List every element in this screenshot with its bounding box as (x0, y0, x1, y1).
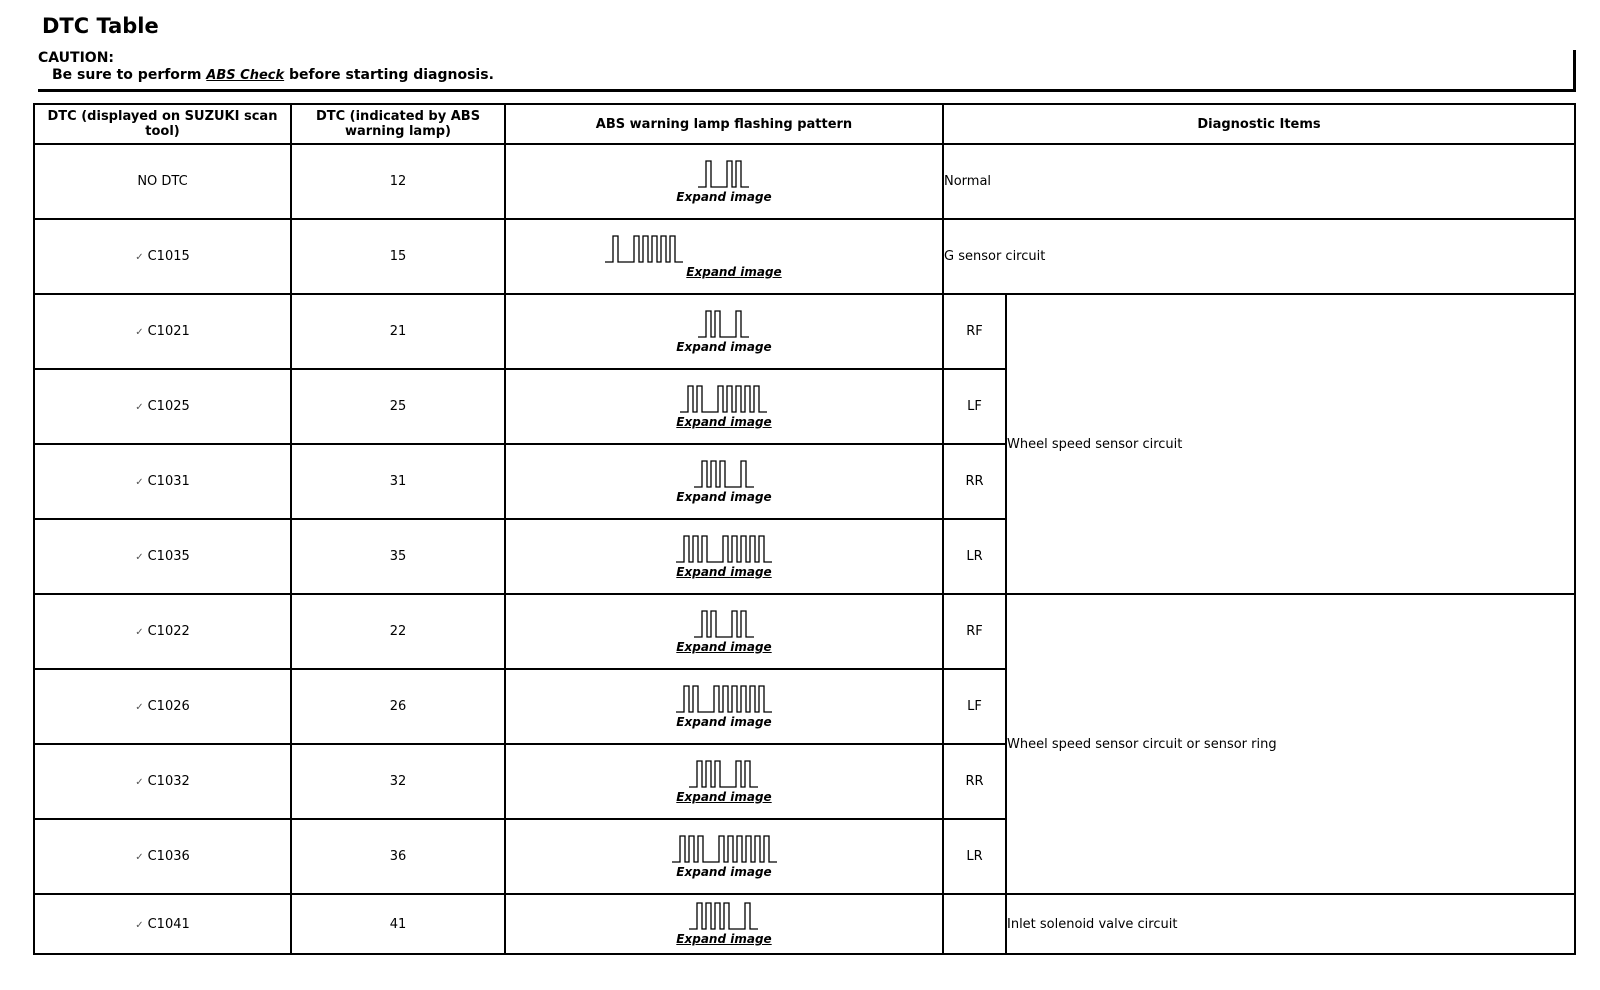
flashing-pattern-diagram (693, 459, 755, 489)
dtc-check-icon: ✓ (135, 852, 143, 863)
wheel-position: LR (943, 819, 1006, 894)
waveform-path (698, 311, 749, 337)
waveform-path (694, 461, 754, 487)
dtc-check-icon: ✓ (135, 919, 143, 931)
abs-check-link[interactable]: ABS Check (206, 68, 285, 83)
expand-image-link[interactable]: Expand image (676, 564, 772, 579)
pattern-cell (505, 519, 943, 594)
table-row (34, 144, 1575, 219)
dtc-check-icon: ✓ (135, 627, 143, 638)
pattern-cell (505, 819, 943, 894)
dtc-code-cell (34, 369, 291, 444)
dtc-lamp-number: 21 (291, 294, 505, 369)
caution-body (38, 67, 1573, 84)
dtc-check-icon: ✓ (135, 777, 143, 788)
dtc-code: C1026 (147, 699, 190, 714)
wheel-position: RR (943, 444, 1006, 519)
caution-text-after: before starting diagnosis. (289, 67, 494, 83)
table-row (34, 594, 1575, 669)
pattern-cell (505, 594, 943, 669)
flashing-pattern-diagram (688, 759, 759, 789)
dtc-code-cell (34, 519, 291, 594)
table-row (34, 294, 1575, 369)
dtc-code: C1021 (147, 324, 190, 339)
dtc-check-icon: ✓ (135, 402, 143, 413)
diagnostic-item: Inlet solenoid valve circuit (1006, 894, 1575, 954)
waveform-path (689, 761, 758, 787)
dtc-lamp-number: 22 (291, 594, 505, 669)
dtc-check-icon: ✓ (135, 702, 143, 713)
waveform-path (689, 903, 758, 929)
wheel-position: LR (943, 519, 1006, 594)
dtc-check-icon: ✓ (135, 477, 143, 488)
wheel-position: RF (943, 294, 1006, 369)
dtc-code: C1041 (147, 916, 190, 932)
flashing-pattern-diagram (604, 234, 684, 264)
dtc-code-cell (34, 894, 291, 954)
header-dtc-scan-tool: DTC (displayed on SUZUKI scan tool) (34, 104, 291, 144)
dtc-code: C1022 (147, 624, 190, 639)
header-dtc-lamp: DTC (indicated by ABS warning lamp) (291, 104, 505, 144)
pattern-cell (505, 294, 943, 369)
expand-image-link[interactable]: Expand image (676, 932, 772, 946)
caution-box (38, 50, 1576, 92)
flashing-pattern-diagram (693, 609, 755, 639)
pattern-cell (505, 369, 943, 444)
flashing-pattern-diagram (688, 901, 759, 931)
pattern-cell (505, 894, 943, 954)
expand-image-link[interactable]: Expand image (676, 489, 772, 504)
diagnostic-item: Normal (943, 144, 1575, 219)
flashing-pattern-diagram (697, 309, 750, 339)
dtc-lamp-number: 26 (291, 669, 505, 744)
table-row (34, 219, 1575, 294)
waveform-path (605, 236, 683, 262)
dtc-lamp-number: 15 (291, 219, 505, 294)
pattern-cell (505, 669, 943, 744)
waveform-path (694, 611, 754, 637)
dtc-check-icon: ✓ (135, 327, 143, 338)
expand-image-link[interactable]: Expand image (676, 714, 772, 729)
wheel-position: RF (943, 594, 1006, 669)
dtc-check-icon: ✓ (135, 252, 143, 263)
expand-image-link[interactable]: Expand image (676, 189, 772, 204)
dtc-code: C1032 (147, 774, 190, 789)
table-row (34, 894, 1575, 954)
expand-image-link[interactable]: Expand image (676, 639, 772, 654)
wheel-position: RR (943, 744, 1006, 819)
caution-title: CAUTION: (38, 50, 115, 66)
expand-image-link[interactable]: Expand image (676, 789, 772, 804)
dtc-code: NO DTC (137, 174, 188, 189)
dtc-lamp-number: 25 (291, 369, 505, 444)
wheel-position (943, 894, 1006, 954)
dtc-lamp-number: 41 (291, 894, 505, 954)
dtc-lamp-number: 36 (291, 819, 505, 894)
expand-image-link[interactable]: Expand image (686, 264, 782, 279)
wheel-position: LF (943, 369, 1006, 444)
dtc-lamp-number: 35 (291, 519, 505, 594)
dtc-code-cell (34, 444, 291, 519)
dtc-code-cell (34, 219, 291, 294)
waveform-path (672, 836, 777, 862)
flashing-pattern-diagram (671, 834, 778, 864)
dtc-table (33, 103, 1576, 955)
wheel-position: LF (943, 669, 1006, 744)
page-title: DTC Table (42, 14, 159, 38)
waveform-path (676, 686, 772, 712)
pattern-cell (505, 744, 943, 819)
caution-text-before: Be sure to perform (52, 67, 202, 83)
dtc-code-cell (34, 744, 291, 819)
pattern-cell (505, 444, 943, 519)
pattern-cell (505, 144, 943, 219)
pattern-cell (505, 219, 943, 294)
dtc-code: C1035 (147, 549, 190, 564)
dtc-code-cell (34, 294, 291, 369)
header-diagnostic-items: Diagnostic Items (943, 104, 1575, 144)
flashing-pattern-diagram (679, 384, 768, 414)
waveform-path (698, 161, 749, 187)
dtc-lamp-number: 31 (291, 444, 505, 519)
dtc-lamp-number: 32 (291, 744, 505, 819)
dtc-check-icon: ✓ (135, 552, 143, 563)
diagnostic-item-group: Wheel speed sensor circuit or sensor ring (1006, 594, 1575, 894)
dtc-lamp-number: 12 (291, 144, 505, 219)
dtc-code-cell (34, 144, 291, 219)
header-flashing-pattern: ABS warning lamp flashing pattern (505, 104, 943, 144)
dtc-code-cell (34, 594, 291, 669)
flashing-pattern-diagram (697, 159, 750, 189)
waveform-path (680, 386, 767, 412)
dtc-code: C1025 (147, 399, 190, 414)
expand-image-link[interactable]: Expand image (676, 339, 772, 354)
dtc-code: C1015 (147, 249, 190, 264)
diagnostic-item-group: Wheel speed sensor circuit (1006, 294, 1575, 594)
flashing-pattern-diagram (675, 534, 773, 564)
dtc-code: C1036 (147, 849, 190, 864)
dtc-code-cell (34, 669, 291, 744)
expand-image-link[interactable]: Expand image (676, 414, 772, 429)
waveform-path (676, 536, 772, 562)
diagnostic-item: G sensor circuit (943, 219, 1575, 294)
expand-image-link[interactable]: Expand image (676, 864, 772, 879)
flashing-pattern-diagram (675, 684, 773, 714)
table-header-row (34, 104, 1575, 144)
dtc-code-cell (34, 819, 291, 894)
dtc-code: C1031 (147, 474, 190, 489)
